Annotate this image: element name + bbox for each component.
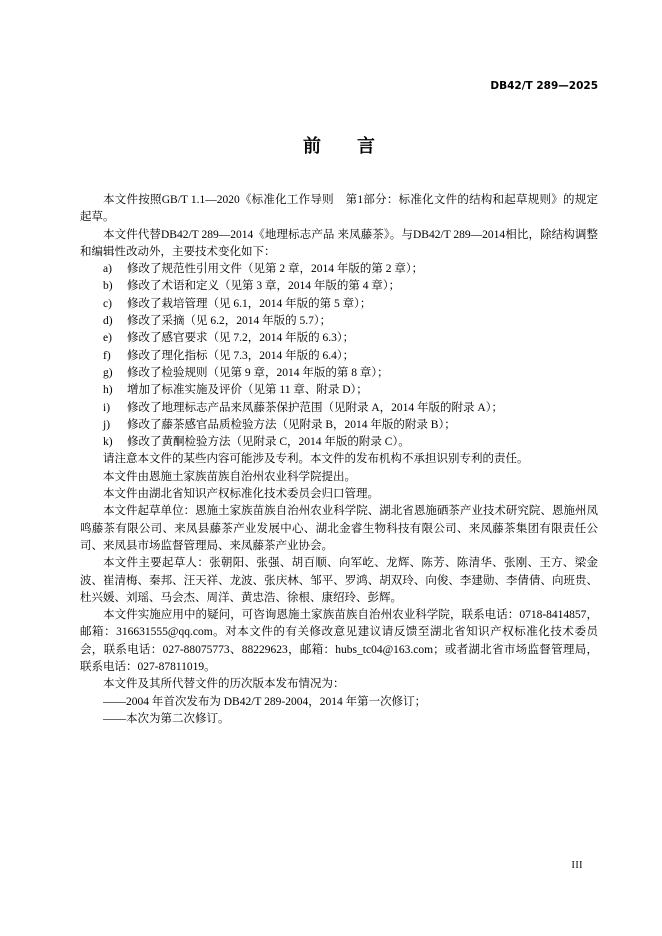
list-item-text: 修改了采摘（见 6.2，2014 年版的 5.7）； xyxy=(127,315,332,328)
list-item-label: g) xyxy=(103,366,113,379)
drafting-units-paragraph: 本文件起草单位：恩施土家族苗族自治州农业科学院、湖北省恩施硒茶产业技术研究院、恩施州凤鸣藤茶有限公司、来凤县藤茶产业发展中心、湖北金睿生物科技有限公司、来凤藤茶集团有限责任公司、来凤县市场监督管理局、来凤藤茶产业协会。 xyxy=(80,505,598,552)
list-item-text: 修改了规范性引用文件（见第 2 章，2014 年版的第 2 章）； xyxy=(127,263,424,276)
version-history-item: ——2004 年首次发布为 DB42/T 289-2004，2014 年第一次修订； xyxy=(103,695,427,708)
page-title: 前 言 xyxy=(303,136,375,157)
list-item xyxy=(80,365,598,382)
list-item-text: 修改了黄酮检验方法（见附录 C，2014 年版的附录 C）。 xyxy=(127,436,410,449)
list-item-text: 修改了藤茶感官品质检验方法（见附录 B，2014 年版的附录 B）； xyxy=(127,418,456,431)
list-item xyxy=(80,330,598,347)
proposer-paragraph: 本文件由恩施土家族苗族自治州农业科学院提出。 xyxy=(103,470,356,483)
list-item-label: k) xyxy=(103,436,113,449)
list-item-text: 修改了术语和定义（见第 3 章，2014 年版的第 4 章）； xyxy=(127,280,401,293)
list-item-text: 修改了栽培管理（见 6.1，2014 年版的第 5 章）； xyxy=(127,297,372,310)
document-code-header: DB42/T 289—2025 xyxy=(490,80,598,92)
list-item-text: 增加了标准实施及评价（见第 11 章、附录 D）； xyxy=(127,384,368,397)
list-item-text: 修改了理化指标（见 7.3，2014 年版的 6.4）； xyxy=(127,349,355,362)
patent-notice-paragraph: 请注意本文件的某些内容可能涉及专利。本文件的发布机构不承担识别专利的责任。 xyxy=(103,453,529,466)
version-history-intro: 本文件及其所代替文件的历次版本发布情况为： xyxy=(103,678,345,691)
list-item-label: a) xyxy=(103,263,112,276)
list-item-text: 修改了感官要求（见 7.2，2014 年版的 6.3）； xyxy=(127,332,355,345)
list-item-text: 修改了地理标志产品来凤藤茶保护范围（见附录 A，2014 年版的附录 A）； xyxy=(127,401,503,414)
preface-body xyxy=(80,192,598,728)
list-item xyxy=(80,313,598,330)
drafters-paragraph: 本文件主要起草人：张朝阳、张强、胡百顺、向军屹、龙辉、陈芳、陈清华、张刚、王方、梁金波、崔清梅、秦邦、汪天祥、龙波、张庆林、邹平、罗鸿、胡双玲、向俊、李建勋、李倩倩、向班贵、杜兴媛、刘瑶、马会杰、周洋、黄忠浩、徐根、康绍玲、彭辉。 xyxy=(80,557,598,604)
page-number: III xyxy=(571,860,583,871)
list-item-label: d) xyxy=(103,315,113,328)
list-item-label: e) xyxy=(103,332,112,345)
list-item xyxy=(80,296,598,313)
list-item xyxy=(80,434,598,451)
list-item-text: 修改了检验规则（见第 9 章，2014 年版的第 8 章）； xyxy=(127,366,389,379)
list-item xyxy=(80,382,598,399)
list-item-label: c) xyxy=(103,297,112,310)
list-item-label: i) xyxy=(103,401,111,414)
technical-changes-list xyxy=(80,261,598,451)
replacement-paragraph: 本文件代替DB42/T 289—2014《地理标志产品 来凤藤茶》。与DB42/T 289—2014相比，除结构调整和编辑性改动外，主要技术变化如下： xyxy=(80,228,598,258)
list-item-label: b) xyxy=(103,280,113,293)
list-item xyxy=(80,417,598,434)
list-item xyxy=(80,278,598,295)
management-paragraph: 本文件由湖北省知识产权标准化技术委员会归口管理。 xyxy=(103,488,379,501)
list-item xyxy=(80,261,598,278)
version-history-item: ——本次为第二次修订。 xyxy=(103,712,230,725)
drafting-rule-paragraph: 本文件按照GB/T 1.1—2020《标准化工作导则 第1部分：标准化文件的结构和起草规则》的规定起草。 xyxy=(80,194,598,224)
list-item-label: j) xyxy=(103,418,111,431)
list-item xyxy=(80,400,598,417)
contact-paragraph: 本文件实施应用中的疑问，可咨询恩施土家族苗族自治州农业科学院，联系电话：0718-8414857，邮箱：316631555@qq.com。对本文件的有关修改意见建议请反馈至湖北省知识产权标准化技术委员会，联系电话：027-88075773、88229623，邮箱：hubs_tc04@163.com；或者湖北省市场监督管理局，联系电话：027-87811019。 xyxy=(80,609,598,674)
list-item-label: h) xyxy=(103,384,113,397)
list-item-label: f) xyxy=(103,349,111,362)
list-item xyxy=(80,348,598,365)
